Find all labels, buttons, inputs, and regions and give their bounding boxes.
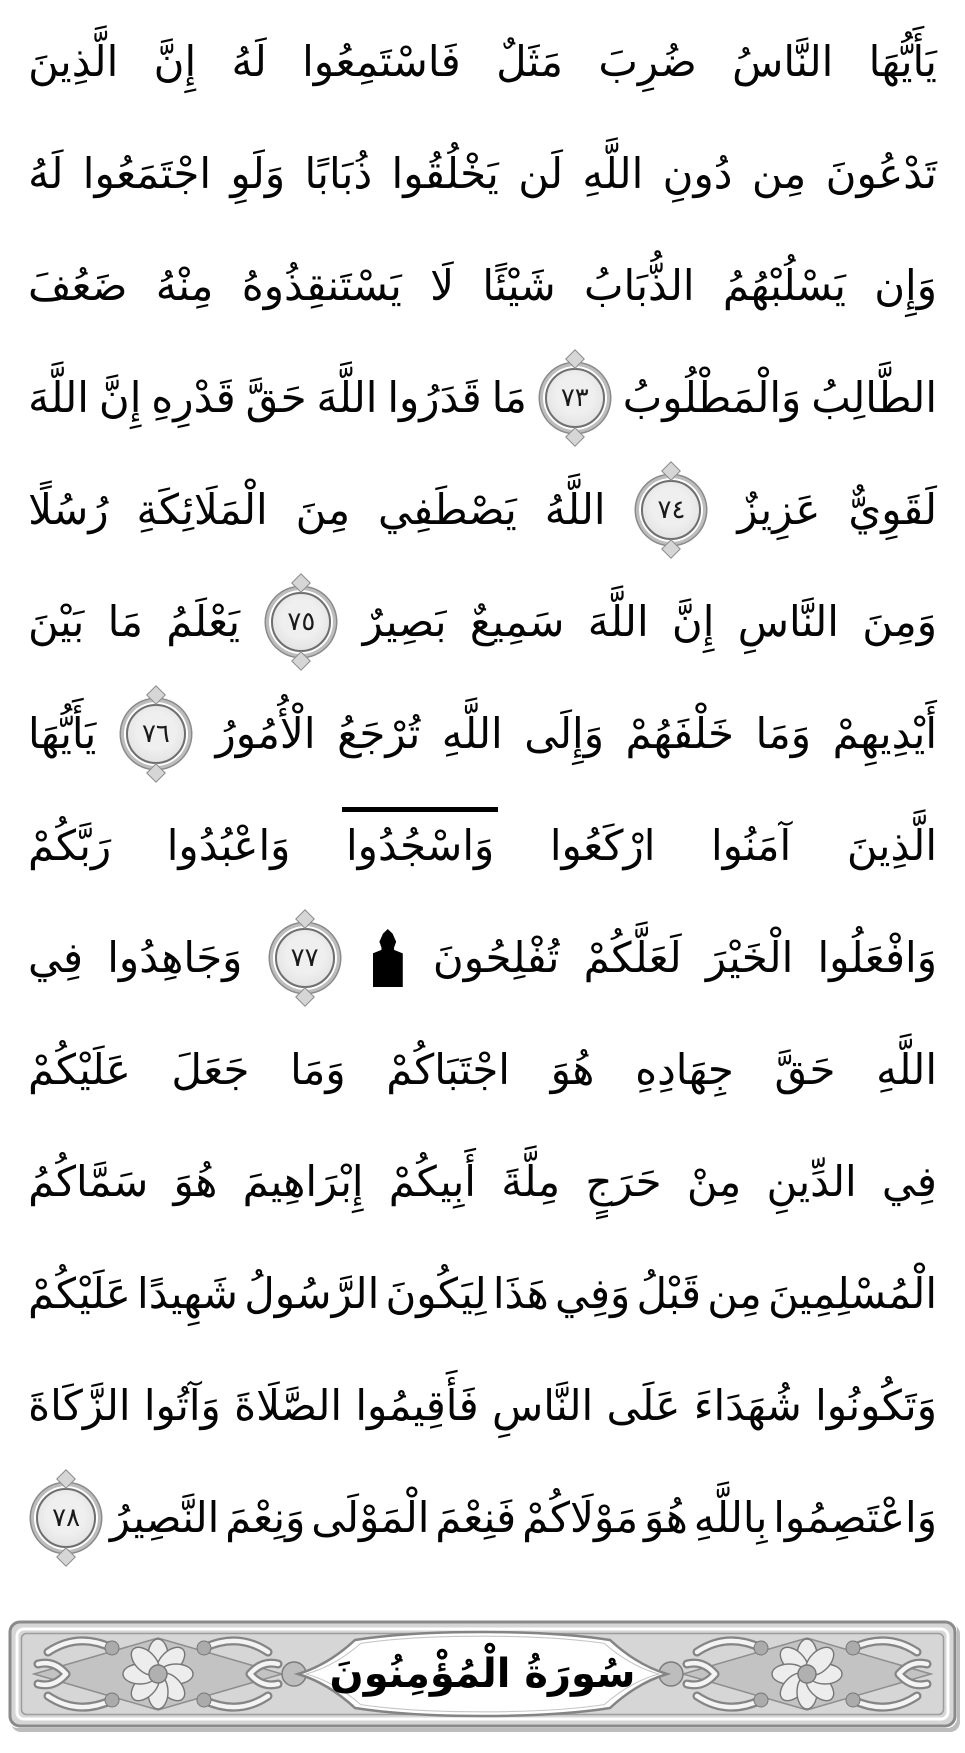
word: اللَّهَ: [316, 373, 378, 422]
word: لَهُ: [28, 149, 64, 198]
word: النَّاسِ: [491, 1381, 594, 1430]
word: مِنْهُ: [155, 261, 214, 310]
quran-line-8: [28, 790, 937, 902]
word: مَثَلٌ: [496, 37, 564, 86]
word: ضُرِبَ: [598, 37, 697, 86]
quran-line-11: [28, 1126, 937, 1238]
word: مِنْ: [686, 1157, 742, 1206]
word: اللَّهُ: [544, 485, 606, 534]
word: رُسُلًا: [28, 485, 109, 534]
word: هُوَ: [644, 1493, 688, 1542]
word: بَيْنَ: [28, 597, 85, 646]
word: يَخْلُقُوا: [391, 149, 499, 198]
word: اجْتَمَعُوا: [82, 149, 211, 198]
quran-line-12: [28, 1238, 937, 1350]
word: يَسْتَنقِذُوهُ: [241, 261, 402, 310]
word: الطَّالِبُ: [811, 373, 937, 422]
quran-line-9: [28, 902, 937, 1014]
word: وَإِلَى: [524, 709, 604, 758]
word: اللَّهَ: [587, 597, 649, 646]
word: لَا: [430, 261, 455, 310]
word: ضَعُفَ: [28, 261, 128, 310]
word: النَّاسِ: [737, 597, 839, 646]
word: وَمِنَ: [862, 597, 937, 646]
word: لِيَكُونَ: [385, 1269, 487, 1318]
word: فِي: [881, 1157, 937, 1206]
quran-line-2: [28, 118, 937, 230]
verse-marker: ٧٧: [275, 928, 335, 988]
word: فَاسْتَمِعُوا: [302, 37, 461, 86]
word: الدِّينِ: [766, 1157, 857, 1206]
word: شَيْئًا: [482, 261, 556, 310]
word: الَّذِينَ: [846, 821, 937, 870]
quran-line-7: [28, 678, 937, 790]
word: عَلَى: [606, 1381, 681, 1430]
word: قَدْرِهِ: [151, 373, 236, 422]
word: لَهُ: [231, 37, 267, 86]
verse-marker: ٧٤: [641, 480, 701, 540]
word: الذُّبَابُ: [584, 261, 695, 310]
quran-line-4: [28, 342, 937, 454]
word: جِهَادِهِ: [635, 1045, 734, 1094]
word: الَّذِينَ: [28, 37, 119, 86]
sajdah-overlined-word: وَاسْجُدُوا: [346, 821, 495, 870]
word: أَيْدِيهِمْ: [832, 709, 937, 758]
word: تَدْعُونَ: [825, 149, 937, 198]
word: إِبْرَاهِيمَ: [242, 1157, 364, 1206]
word: عَلَيْكُمْ: [28, 1045, 131, 1094]
word: مِن: [707, 1269, 762, 1318]
word: مِلَّةَ: [501, 1157, 561, 1206]
word: حَرَجٍ: [585, 1157, 662, 1206]
word: الزَّكَاةَ: [28, 1381, 131, 1430]
word: مَوْلَاكُمْ: [522, 1493, 639, 1542]
word: تُرْجَعُ: [337, 709, 421, 758]
word: قَبْلُ: [636, 1269, 702, 1318]
banner-arabesque-ornament: [8, 1620, 957, 1728]
word: اجْتَبَاكُمْ: [386, 1045, 510, 1094]
word: الصَّلَاةَ: [234, 1381, 343, 1430]
word: قَدَرُوا: [387, 373, 482, 422]
word: شَهِيدًا: [137, 1269, 238, 1318]
word: أَبِيكُمْ: [388, 1157, 476, 1206]
word: فِي: [28, 933, 84, 982]
word: سَمِيعٌ: [469, 597, 565, 646]
word: عَلَيْكُمْ: [28, 1269, 131, 1318]
word: الرَّسُولُ: [244, 1269, 380, 1318]
word: اللَّهَ: [28, 373, 89, 422]
word: فَنِعْمَ: [435, 1493, 517, 1542]
word: مَا: [491, 373, 527, 422]
word: وَآتُوا: [143, 1381, 221, 1430]
word: فَأَقِيمُوا: [355, 1381, 479, 1430]
word: لَقَوِيٌّ: [848, 485, 937, 534]
word: وَنِعْمَ: [225, 1493, 306, 1542]
word: وَافْعَلُوا: [817, 933, 937, 982]
word: دُونِ: [662, 149, 733, 198]
word: الْمُسْلِمِينَ: [767, 1269, 937, 1318]
word: النَّاسُ: [732, 37, 834, 86]
word: شُهَدَاءَ: [693, 1381, 802, 1430]
word: الْمَلَائِكَةِ: [136, 485, 268, 534]
word: جَعَلَ: [171, 1045, 250, 1094]
word: وَاعْبُدُوا: [166, 821, 291, 870]
word: مِن: [751, 149, 807, 198]
word: يَأَيُّهَا: [868, 37, 937, 86]
word: بِاللَّهِ: [693, 1493, 768, 1542]
word: الْأُمُورُ: [215, 709, 316, 758]
word: حَقَّ: [245, 373, 307, 422]
word: وَجَاهِدُوا: [107, 933, 243, 982]
word: عَزِيزٌ: [737, 485, 821, 534]
quran-line-13: [28, 1350, 937, 1462]
word: مِنَ: [295, 485, 351, 534]
word: مَا: [107, 597, 143, 646]
word: بَصِيرٌ: [362, 597, 447, 646]
word: وَالْمَطْلُوبُ: [622, 373, 802, 422]
word: النَّصِيرُ: [109, 1493, 220, 1542]
word: وَاعْتَصِمُوا: [773, 1493, 937, 1542]
word: لَعَلَّكُمْ: [583, 933, 682, 982]
word: يَأَيُّهَا: [28, 709, 97, 758]
word: وَمَا: [290, 1045, 346, 1094]
word: وَتَكُونُوا: [815, 1381, 937, 1430]
word: رَبَّكُمْ: [28, 821, 112, 870]
quran-line-14: [28, 1462, 937, 1574]
verse-marker: ٧٨: [36, 1488, 96, 1548]
word: حَقَّ: [774, 1045, 836, 1094]
word: الْخَيْرَ: [705, 933, 794, 982]
word: وَلَوِ: [230, 149, 286, 198]
word: الْمَوْلَى: [311, 1493, 430, 1542]
quran-line-1: [28, 6, 937, 118]
word: هُوَ: [550, 1045, 595, 1094]
quran-line-10: [28, 1014, 937, 1126]
surah-banner: [8, 1620, 957, 1728]
word: ارْكَعُوا: [549, 821, 656, 870]
word: لَن: [518, 149, 564, 198]
quran-line-5: [28, 454, 937, 566]
word: يَسْلُبْهُمُ: [722, 261, 846, 310]
word: هُوَ: [173, 1157, 218, 1206]
word: يَعْلَمُ: [166, 597, 241, 646]
word: هَذَا: [492, 1269, 549, 1318]
quran-line-3: [28, 230, 937, 342]
word: آمَنُوا: [711, 821, 792, 870]
word: تُفْلِحُونَ: [432, 933, 560, 982]
word: إِنَّ: [153, 37, 197, 86]
word: سَمَّاكُمُ: [28, 1157, 149, 1206]
word: وَإِن: [874, 261, 937, 310]
quran-line-6: [28, 566, 937, 678]
word: اللَّهِ: [441, 709, 503, 758]
word: يَصْطَفِي: [377, 485, 517, 534]
sajdah-icon: [373, 929, 403, 987]
word: إِنَّ: [98, 373, 142, 422]
word: اللَّهِ: [876, 1045, 937, 1094]
verse-marker: ٧٦: [126, 704, 186, 764]
verse-marker: ٧٣: [545, 368, 605, 428]
word: خَلْفَهُمْ: [625, 709, 734, 758]
surah-title: سُورَةُ الْمُؤْمِنُونَ: [329, 1651, 636, 1697]
word: وَمَا: [755, 709, 812, 758]
word: ذُبَابًا: [304, 149, 373, 198]
word: وَفِي: [554, 1269, 631, 1318]
word: إِنَّ: [671, 597, 715, 646]
word: اللَّهِ: [582, 149, 644, 198]
verse-marker: ٧٥: [271, 592, 331, 652]
